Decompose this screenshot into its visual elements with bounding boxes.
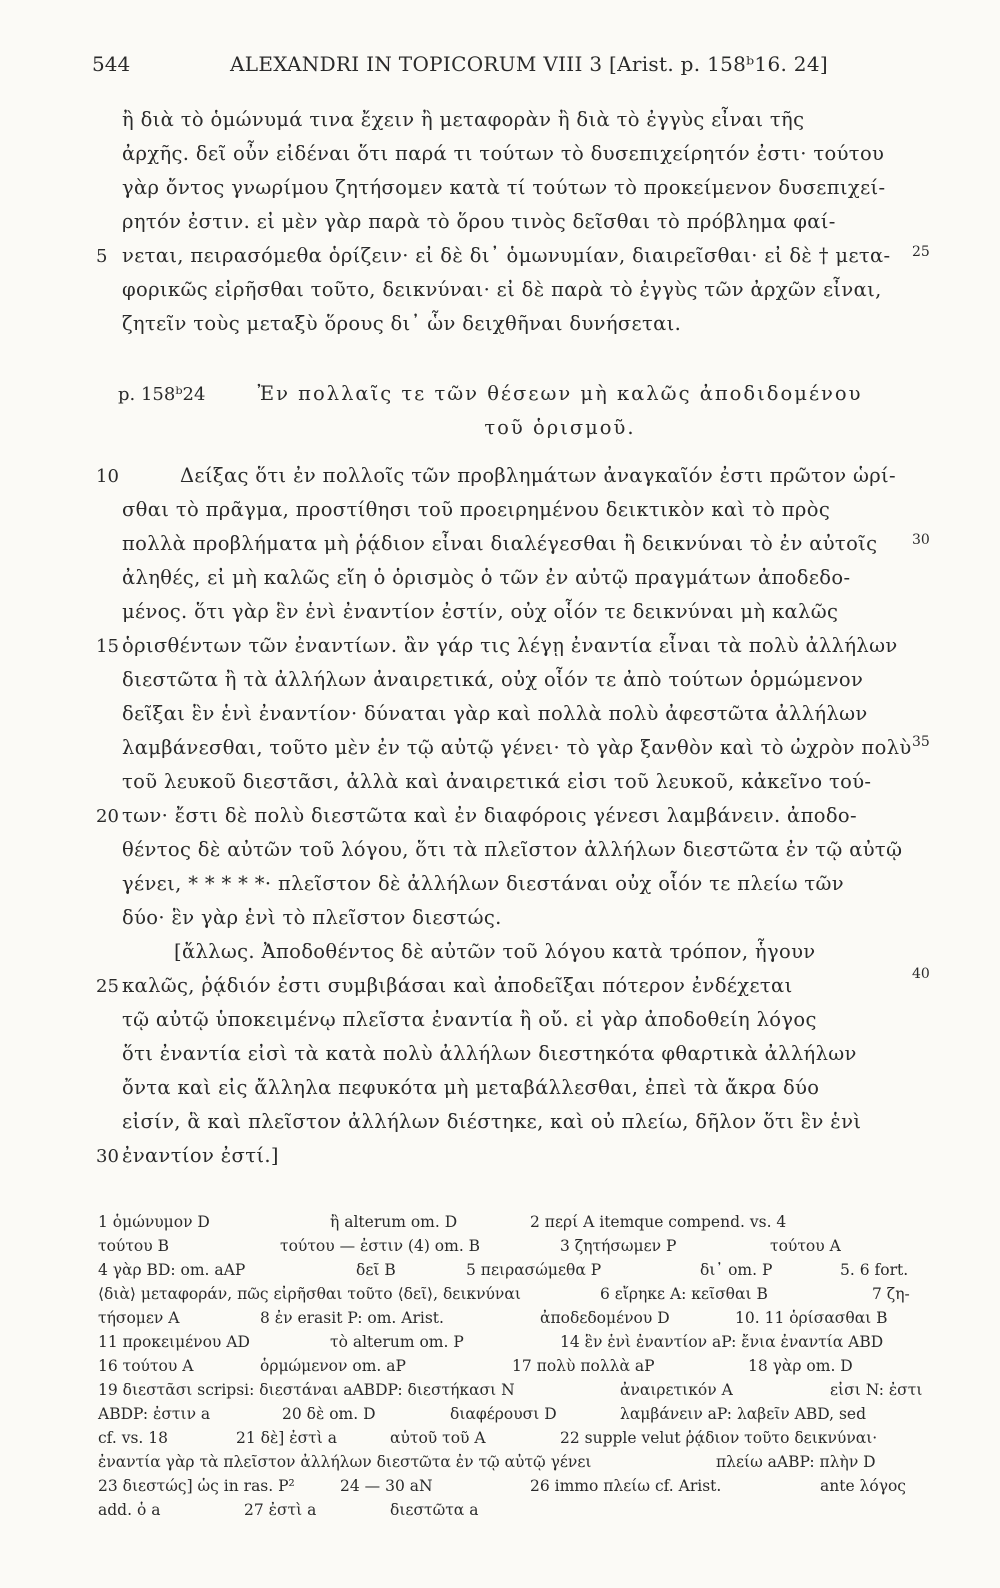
line-number: 10 [96, 466, 119, 487]
footnote: 17 πολὺ πολλὰ aP [512, 1357, 655, 1375]
text-line: ἐναντίον ἐστί.] [122, 1144, 279, 1167]
margin-number: 30 [912, 532, 930, 548]
text-line: ἀληθές, εἰ μὴ καλῶς εἴη ὁ ὁρισμὸς ὁ τῶν ἐν αὐτῷ πραγμάτων ἀποδεδο- [122, 566, 851, 589]
line-number: 25 [96, 976, 119, 997]
footnote: ABDP: ἐστιν a [98, 1405, 211, 1423]
footnote: ὁρμώμενον om. aP [260, 1357, 406, 1375]
footnote: ἐναντία γὰρ τὰ πλεῖστον ἀλλήλων διεστῶτα ἐν τῷ αὐτῷ γένει [98, 1453, 592, 1471]
footnote: add. ὁ a [98, 1501, 161, 1519]
footnote: cf. vs. 18 [98, 1429, 169, 1447]
margin-number: 25 [912, 244, 930, 260]
footnote: 6 εἴρηκε A: κεῖσθαι B [600, 1285, 768, 1303]
footnote: δεῖ B [356, 1261, 396, 1279]
text-line: ζητεῖν τοὺς μεταξὺ ὅρους δι᾽ ὧν δειχθῆναι δυνήσεται. [122, 312, 682, 335]
footnote: 21 δὲ] ἐστὶ a [236, 1429, 337, 1447]
footnote: 3 ζητήσωμεν P [560, 1237, 677, 1255]
footnote: 24 — 30 aN [340, 1477, 433, 1495]
page-number: 544 [92, 52, 131, 76]
footnote: τούτου — ἐστιν (4) om. B [280, 1237, 481, 1255]
lemma-reference: p. 158ᵇ24 [118, 384, 206, 405]
footnote: εἰσι N: ἐστι [830, 1381, 923, 1399]
text-line: ὁρισθέντων τῶν ἐναντίων. ἂν γάρ τις λέγῃ ἐναντία εἶναι τὰ πολὺ ἀλλήλων [122, 634, 898, 657]
text-line: ὄντα καὶ εἰς ἄλληλα πεφυκότα μὴ μεταβάλλεσθαι, ἐπεὶ τὰ ἄκρα δύο [122, 1076, 820, 1099]
text-line: φορικῶς εἰρῆσθαι τοῦτο, δεικνύναι· εἰ δὲ παρὰ τὸ ἐγγὺς τῶν ἀρχῶν εἶναι, [122, 278, 882, 301]
footnote: ἀναιρετικόν A [620, 1381, 733, 1399]
footnote: 2 περί A itemque compend. vs. 4 [530, 1213, 787, 1231]
footnote: πλείω aABP: πλὴν D [716, 1453, 876, 1471]
footnote: ἀποδεδομένου D [540, 1309, 670, 1327]
text-line: [ἄλλως. Ἀποδοθέντος δὲ αὐτῶν τοῦ λόγου κατὰ τρόπον, ἧγουν [174, 940, 816, 963]
footnote: 26 immo πλείω cf. Arist. [530, 1477, 722, 1495]
footnote: τήσομεν A [98, 1309, 180, 1327]
text-line: ἀρχῆς. δεῖ οὖν εἰδέναι ὅτι παρά τι τούτων τὸ δυσεπιχείρητόν ἐστι· τούτου [122, 142, 885, 165]
footnote: 20 δὲ om. D [282, 1405, 376, 1423]
footnote: λαμβάνειν aP: λαβεῖν ABD, sed [620, 1405, 867, 1423]
footnote: 27 ἐστὶ a [244, 1501, 317, 1519]
footnote: δι᾽ om. P [700, 1261, 773, 1279]
text-line: πολλὰ προβλήματα μὴ ῥᾴδιον εἶναι διαλέγεσθαι ἢ δεικνύναι τὸ ἐν αὐτοῖς [122, 532, 878, 555]
lemma-line: Ἐν πολλαῖς τε τῶν θέσεων μὴ καλῶς ἀποδιδομένου [257, 382, 863, 405]
footnote: αὐτοῦ τοῦ A [390, 1429, 486, 1447]
text-line: Δείξας ὅτι ἐν πολλοῖς τῶν προβλημάτων ἀναγκαῖόν ἐστι πρῶτον ὡρί- [180, 464, 896, 487]
running-title: ALEXANDRI IN TOPICORUM VIII 3 [Arist. p. 158ᵇ16. 24] [230, 52, 828, 76]
footnote: 1 ὁμώνυμον D [98, 1213, 210, 1231]
footnote: 19 διεστᾶσι scripsi: διεστάναι aABDP: διεστήκασι N [98, 1381, 515, 1399]
footnote: τὸ alterum om. P [330, 1333, 464, 1351]
lemma-line: τοῦ ὁρισμοῦ. [484, 416, 636, 439]
footnote: 8 ἐν erasit P: om. Arist. [260, 1309, 444, 1327]
footnote: 22 supple velut ῥᾴδιον τοῦτο δεικνύναι· [560, 1429, 878, 1447]
text-line: γὰρ ὄντος γνωρίμου ζητήσομεν κατὰ τί τούτων τὸ προκείμενον δυσεπιχεί- [122, 176, 886, 199]
footnote: τούτου A [770, 1237, 841, 1255]
text-line: δύο· ἓν γὰρ ἑνὶ τὸ πλεῖστον διεστώς. [122, 906, 502, 929]
footnote: τούτου B [98, 1237, 169, 1255]
text-line: ρητόν ἐστιν. εἰ μὲν γὰρ παρὰ τὸ ὅρου τινὸς δεῖσθαι τὸ πρόβλημα φαί- [122, 210, 836, 233]
footnote: 10. 11 ὁρίσασθαι B [735, 1309, 888, 1327]
margin-number: 40 [912, 966, 930, 982]
line-number: 30 [96, 1146, 119, 1167]
footnote: διεστῶτα a [390, 1501, 479, 1519]
footnote: 11 προκειμένου AD [98, 1333, 250, 1351]
text-line: δεῖξαι ἓν ἑνὶ ἐναντίον· δύναται γὰρ καὶ πολλὰ πολὺ ἀφεστῶτα ἀλλήλων [122, 702, 868, 725]
text-line: καλῶς, ῥᾴδιόν ἐστι συμβιβάσαι καὶ ἀποδεῖξαι πότερον ἐνδέχεται [122, 974, 793, 997]
text-line: διεστῶτα ἢ τὰ ἀλλήλων ἀναιρετικά, οὐχ οἷόν τε ἀπὸ τούτων ὁρμώμενον [122, 668, 864, 691]
line-number: 15 [96, 636, 119, 657]
text-line: των· ἔστι δὲ πολὺ διεστῶτα καὶ ἐν διαφόροις γένεσι λαμβάνειν. ἀποδο- [122, 804, 857, 827]
text-line: γένει, * * * * *· πλεῖστον δὲ ἀλλήλων διεστάναι οὐχ οἷόν τε πλείω τῶν [122, 872, 845, 895]
text-line: μένος. ὅτι γὰρ ἓν ἑνὶ ἐναντίον ἐστίν, οὐχ οἷόν τε δεικνύναι μὴ καλῶς [122, 600, 839, 623]
text-line: σθαι τὸ πρᾶγμα, προστίθησι τοῦ προειρημένου δεικτικὸν καὶ τὸ πρὸς [122, 498, 831, 521]
text-line: ὅτι ἐναντία εἰσὶ τὰ κατὰ πολὺ ἀλλήλων διεστηκότα φθαρτικὰ ἀλλήλων [122, 1042, 857, 1065]
text-line: θέντος δὲ αὐτῶν τοῦ λόγου, ὅτι τὰ πλεῖστον ἀλλήλων διεστῶτα ἐν τῷ αὐτῷ [122, 838, 903, 861]
footnote: ante λόγος [820, 1477, 906, 1495]
line-number: 5 [96, 246, 108, 267]
footnote: 14 ἓν ἑνὶ ἐναντίον aP: ἔνια ἐναντία ABD [560, 1333, 884, 1351]
footnote: 18 γὰρ om. D [748, 1357, 853, 1375]
footnote: 5 πειρασώμεθα P [466, 1261, 602, 1279]
footnote: 16 τούτου A [98, 1357, 194, 1375]
footnote: 23 διεστώς] ὡς in ras. P² [98, 1477, 295, 1495]
footnote: ἢ alterum om. D [330, 1213, 458, 1231]
footnote: 5. 6 fort. [840, 1261, 909, 1279]
text-line: νεται, πειρασόμεθα ὁρίζειν· εἰ δὲ δι᾽ ὁμωνυμίαν, διαιρεῖσθαι· εἰ δὲ † μετα- [122, 244, 891, 267]
footnote: 4 γὰρ BD: om. aAP [98, 1261, 246, 1279]
margin-number: 35 [912, 734, 930, 750]
footnote: ⟨διὰ⟩ μεταφοράν, πῶς εἰρῆσθαι τοῦτο ⟨δεῖ⟩, δεικνύναι [98, 1285, 521, 1303]
text-line: λαμβάνεσθαι, τοῦτο μὲν ἐν τῷ αὐτῷ γένει· τὸ γὰρ ξανθὸν καὶ τὸ ὠχρὸν πολὺ [122, 736, 912, 759]
running-header [92, 52, 922, 82]
text-line: εἰσίν, ἃ καὶ πλεῖστον ἀλλήλων διέστηκε, καὶ οὐ πλείω, δῆλον ὅτι ἓν ἑνὶ [122, 1110, 862, 1133]
footnote: 7 ζη- [872, 1285, 910, 1303]
text-line: τοῦ λευκοῦ διεστᾶσι, ἀλλὰ καὶ ἀναιρετικά εἰσι τοῦ λευκοῦ, κἀκεῖνο τού- [122, 770, 872, 793]
footnote: διαφέρουσι D [450, 1405, 557, 1423]
text-line: ἢ διὰ τὸ ὁμώνυμά τινα ἔχειν ἢ μεταφορὰν ἢ διὰ τὸ ἐγγὺς εἶναι τῆς [122, 108, 805, 131]
text-line: τῷ αὐτῷ ὑποκειμένῳ πλεῖστα ἐναντία ἢ οὔ. εἰ γὰρ ἀποδοθείη λόγος [122, 1008, 817, 1031]
line-number: 20 [96, 806, 119, 827]
